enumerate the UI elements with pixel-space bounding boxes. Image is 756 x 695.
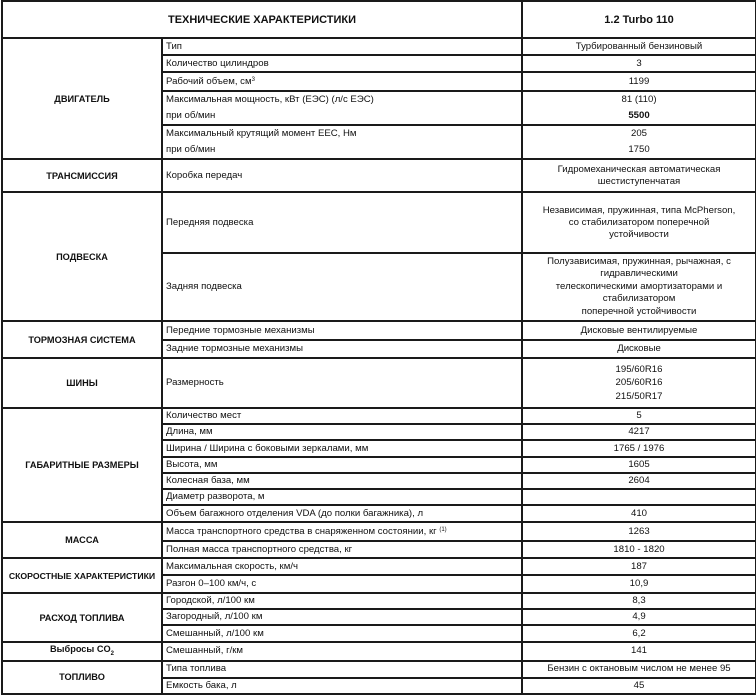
- section-fuel: ТОПЛИВО: [2, 661, 162, 694]
- co2-subscript: 2: [110, 650, 114, 657]
- value-line: стабилизатором: [602, 293, 676, 305]
- row-value: 141: [522, 642, 756, 661]
- value-line: Полузависимая, пружинная, рычажная, с: [547, 255, 731, 267]
- row-label: Ширина / Ширина с боковыми зеркалами, мм: [162, 440, 522, 457]
- footnote-marker: (1): [439, 526, 447, 533]
- row-label: Количество цилиндров: [162, 55, 522, 72]
- power-rpm-label: при об/мин: [166, 110, 216, 121]
- row-value: 1810 - 1820: [522, 541, 756, 558]
- section-dimensions: ГАБАРИТНЫЕ РАЗМЕРЫ: [2, 408, 162, 522]
- row-value: Дисковые: [522, 340, 756, 358]
- row-value: 1605: [522, 457, 756, 473]
- row-value: [522, 91, 756, 125]
- torque-label: Максимальный крутящий момент ЕЕС, Нм: [166, 128, 357, 139]
- row-label: Колесная база, мм: [162, 473, 522, 489]
- table-row: [2, 358, 756, 408]
- row-value: 1263: [522, 522, 756, 541]
- spec-table: [1, 0, 756, 695]
- row-value: Бензин с октановым числом не менее 95: [522, 661, 756, 678]
- table-row: [2, 642, 756, 661]
- row-value: [522, 125, 756, 159]
- row-label: [162, 522, 522, 541]
- section-fuel-consumption: РАСХОД ТОПЛИВА: [2, 593, 162, 642]
- value-line: Независимая, пружинная, типа McPherson,: [542, 204, 736, 216]
- row-label: [162, 91, 522, 125]
- row-label: Загородный, л/100 км: [162, 609, 522, 625]
- section-engine: ДВИГАТЕЛЬ: [2, 38, 162, 159]
- row-label: [162, 72, 522, 91]
- table-row: [2, 408, 756, 424]
- row-value: 8,3: [522, 593, 756, 609]
- co2-title: Выбросы CO: [50, 644, 111, 654]
- table-row: [2, 192, 756, 253]
- row-label: [162, 125, 522, 159]
- value-line: 205/60R16: [615, 377, 663, 389]
- section-transmission: ТРАНСМИССИЯ: [2, 159, 162, 192]
- row-label: Задняя подвеска: [162, 253, 522, 321]
- row-label: Коробка передач: [162, 159, 522, 192]
- row-label: Длина, мм: [162, 424, 522, 440]
- table-title: ТЕХНИЧЕСКИЕ ХАРАКТЕРИСТИКИ: [2, 1, 522, 38]
- volume-sup: 3: [251, 76, 255, 83]
- row-value: [522, 253, 756, 321]
- row-label: Диаметр разворота, м: [162, 489, 522, 505]
- value-line: телескопическими амортизаторами и: [555, 280, 723, 292]
- row-value: 45: [522, 678, 756, 694]
- row-label: Полная масса транспортного средства, кг: [162, 541, 522, 558]
- value-line: со стабилизатором поперечной: [568, 216, 710, 228]
- table-row: [2, 38, 756, 55]
- row-label: Высота, мм: [162, 457, 522, 473]
- table-row: [2, 321, 756, 340]
- section-brakes: ТОРМОЗНАЯ СИСТЕМА: [2, 321, 162, 358]
- row-label: Смешанный, г/км: [162, 642, 522, 661]
- row-value: 187: [522, 558, 756, 575]
- row-label: Тип: [162, 38, 522, 55]
- value-line: устойчивости: [609, 228, 669, 240]
- section-co2: [2, 642, 162, 661]
- section-mass: МАССА: [2, 522, 162, 558]
- header-row: [2, 1, 756, 38]
- row-label: Размерность: [162, 358, 522, 408]
- torque-rpm-value: 1750: [628, 144, 650, 155]
- table-row: [2, 522, 756, 541]
- row-value: 6,2: [522, 625, 756, 642]
- value-line: поперечной устойчивости: [581, 305, 697, 317]
- row-value: [522, 192, 756, 253]
- row-value: Турбированный бензиновый: [522, 38, 756, 55]
- value-line: Гидромеханическая автоматическая: [557, 163, 721, 175]
- volume-label: Рабочий объем, см: [166, 75, 252, 87]
- row-label: Емкость бака, л: [162, 678, 522, 694]
- table-row: [2, 558, 756, 575]
- row-label: Смешанный, л/100 км: [162, 625, 522, 642]
- curb-label: Масса транспортного средства в снаряженном состоянии, кг: [166, 525, 437, 537]
- row-value: 4,9: [522, 609, 756, 625]
- row-value: [522, 159, 756, 192]
- power-rpm-value: 5500: [628, 110, 650, 121]
- row-label: Объем багажного отделения VDA (до полки багажника), л: [162, 505, 522, 522]
- row-value: Дисковые вентилируемые: [522, 321, 756, 340]
- row-value: 5: [522, 408, 756, 424]
- row-value: 1765 / 1976: [522, 440, 756, 457]
- row-label: Типа топлива: [162, 661, 522, 678]
- row-value: 4217: [522, 424, 756, 440]
- row-value: [522, 358, 756, 408]
- row-value: 3: [522, 55, 756, 72]
- model-name: 1.2 Turbo 110: [522, 1, 756, 38]
- row-label: Количество мест: [162, 408, 522, 424]
- row-label: Разгон 0–100 км/ч, с: [162, 575, 522, 593]
- section-speed: СКОРОСТНЫЕ ХАРАКТЕРИСТИКИ: [2, 558, 162, 593]
- row-value: 10,9: [522, 575, 756, 593]
- row-label: Городской, л/100 км: [162, 593, 522, 609]
- row-label: Передняя подвеска: [162, 192, 522, 253]
- value-line: шестиступенчатая: [597, 175, 681, 187]
- row-label: Задние тормозные механизмы: [162, 340, 522, 358]
- value-line: 195/60R16: [615, 363, 663, 375]
- power-value: 81 (110): [621, 94, 657, 105]
- row-value: 2604: [522, 473, 756, 489]
- torque-value: 205: [631, 128, 648, 139]
- section-tires: ШИНЫ: [2, 358, 162, 408]
- row-label: Максимальная скорость, км/ч: [162, 558, 522, 575]
- table-row: [2, 661, 756, 678]
- table-row: [2, 159, 756, 192]
- row-label: Передние тормозные механизмы: [162, 321, 522, 340]
- row-value: [522, 489, 756, 505]
- value-line: гидравлическими: [600, 268, 678, 280]
- row-value: 1199: [522, 72, 756, 91]
- table-row: [2, 593, 756, 609]
- value-line: 215/50R17: [615, 390, 663, 402]
- torque-rpm-label: при об/мин: [166, 144, 216, 155]
- section-suspension: ПОДВЕСКА: [2, 192, 162, 321]
- power-label: Максимальная мощность, кВт (ЕЭС) (л/с ЕЭС): [166, 94, 374, 105]
- row-value: 410: [522, 505, 756, 522]
